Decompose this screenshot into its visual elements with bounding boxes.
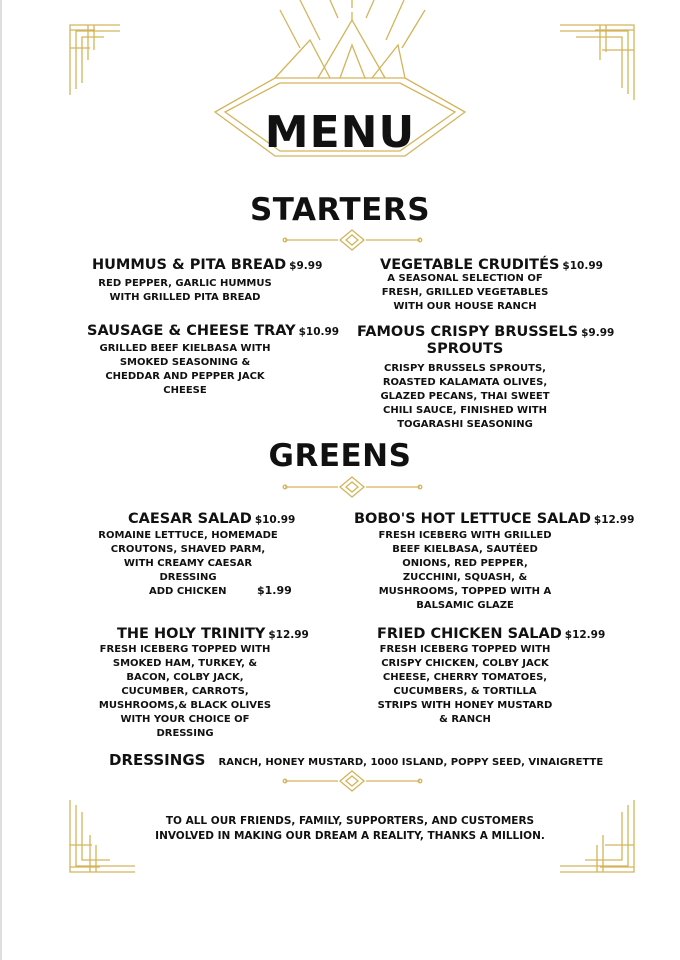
- item-description: CRISPY BRUSSELS SPROUTS, ROASTED KALAMATA OLIVES, GLAZED PECANS, THAI SWEET CHILI SAUCE, FINISHED WITH TOGARASHI SEASONING: [380, 363, 550, 430]
- dressings-label: DRESSINGS: [109, 751, 206, 769]
- item-price: $12.99: [268, 629, 309, 641]
- menu-item-holy-trinity: [117, 623, 309, 643]
- item-price: $10.99: [254, 514, 296, 526]
- menu-item-fried-chicken-salad: [377, 623, 605, 643]
- item-description: GRILLED BEEF KIELBASA WITH SMOKED SEASONING & CHEDDAR AND PEPPER JACK CHEESE: [99, 343, 271, 396]
- dressings-list: RANCH, HONEY MUSTARD, 1000 ISLAND, POPPY SEED, VINAIGRETTE: [218, 757, 604, 768]
- item-name-continued: SPROUTS: [426, 341, 504, 357]
- item-name: FAMOUS CRISPY BRUSSELS: [357, 324, 579, 340]
- menu-item-brussels-sprouts: [357, 321, 614, 341]
- item-price: $12.99: [593, 514, 635, 526]
- item-description: FRESH ICEBERG TOPPED WITH SMOKED HAM, TURKEY, & BACON, COLBY JACK, CUCUMBER, CARROTS, MUSHROOMS,& BLACK OLIVES WITH YOUR CHOICE OF DRESSING: [98, 644, 272, 739]
- item-name: VEGETABLE CRUDITÉS: [380, 257, 560, 273]
- item-name: CAESAR SALAD: [128, 511, 252, 527]
- item-price: $12.99: [564, 629, 606, 641]
- addon-chicken-label: ADD CHICKEN: [149, 586, 227, 597]
- item-price: $10.99: [562, 260, 603, 272]
- menu-title: MENU: [264, 107, 416, 158]
- menu-item-hummus: [92, 254, 322, 274]
- item-price: $10.99: [298, 326, 340, 338]
- item-description: FRESH ICEBERG TOPPED WITH CRISPY CHICKEN, COLBY JACK CHEESE, CHERRY TOMATOES, CUCUMBERS, & TORTILLA STRIPS WITH HONEY MUSTARD & RANCH: [377, 644, 553, 725]
- item-name: FRIED CHICKEN SALAD: [377, 626, 562, 642]
- item-name: BOBO'S HOT LETTUCE SALAD: [354, 511, 591, 527]
- item-description: A SEASONAL SELECTION OF FRESH, GRILLED VEGETABLES WITH OUR HOUSE RANCH: [381, 273, 549, 312]
- item-description: FRESH ICEBERG WITH GRILLED BEEF KIELBASA, SAUTÉED ONIONS, RED PEPPER, ZUCCHINI, SQUASH, & MUSHROOMS, TOPPED WITH A BALSAMIC GLAZE: [378, 530, 552, 611]
- menu-item-crudites: [380, 254, 603, 274]
- menu-item-bobos-hot-lettuce-salad: [354, 508, 634, 528]
- item-description: RED PEPPER, GARLIC HUMMUS WITH GRILLED PITA BREAD: [98, 278, 272, 303]
- section-heading-greens: GREENS: [268, 438, 412, 474]
- dressings-row: [109, 750, 603, 769]
- menu-item-sausage-cheese-tray: [87, 320, 339, 340]
- item-name: SAUSAGE & CHEESE TRAY: [87, 323, 296, 339]
- menu-item-caesar-salad: [128, 508, 295, 528]
- addon-chicken-price: $1.99: [257, 584, 292, 597]
- item-price: $9.99: [289, 260, 323, 272]
- thank-you-note: TO ALL OUR FRIENDS, FAMILY, SUPPORTERS, AND CUSTOMERS INVOLVED IN MAKING OUR DREAM A REALITY, THANKS A MILLION.: [155, 815, 545, 842]
- item-name: HUMMUS & PITA BREAD: [92, 257, 287, 273]
- item-price: $9.99: [581, 327, 615, 339]
- section-heading-starters: STARTERS: [249, 192, 431, 228]
- item-name: THE HOLY TRINITY: [117, 626, 266, 642]
- item-description: ROMAINE LETTUCE, HOMEMADE CROUTONS, SHAVED PARM, WITH CREAMY CAESAR DRESSING: [98, 530, 278, 583]
